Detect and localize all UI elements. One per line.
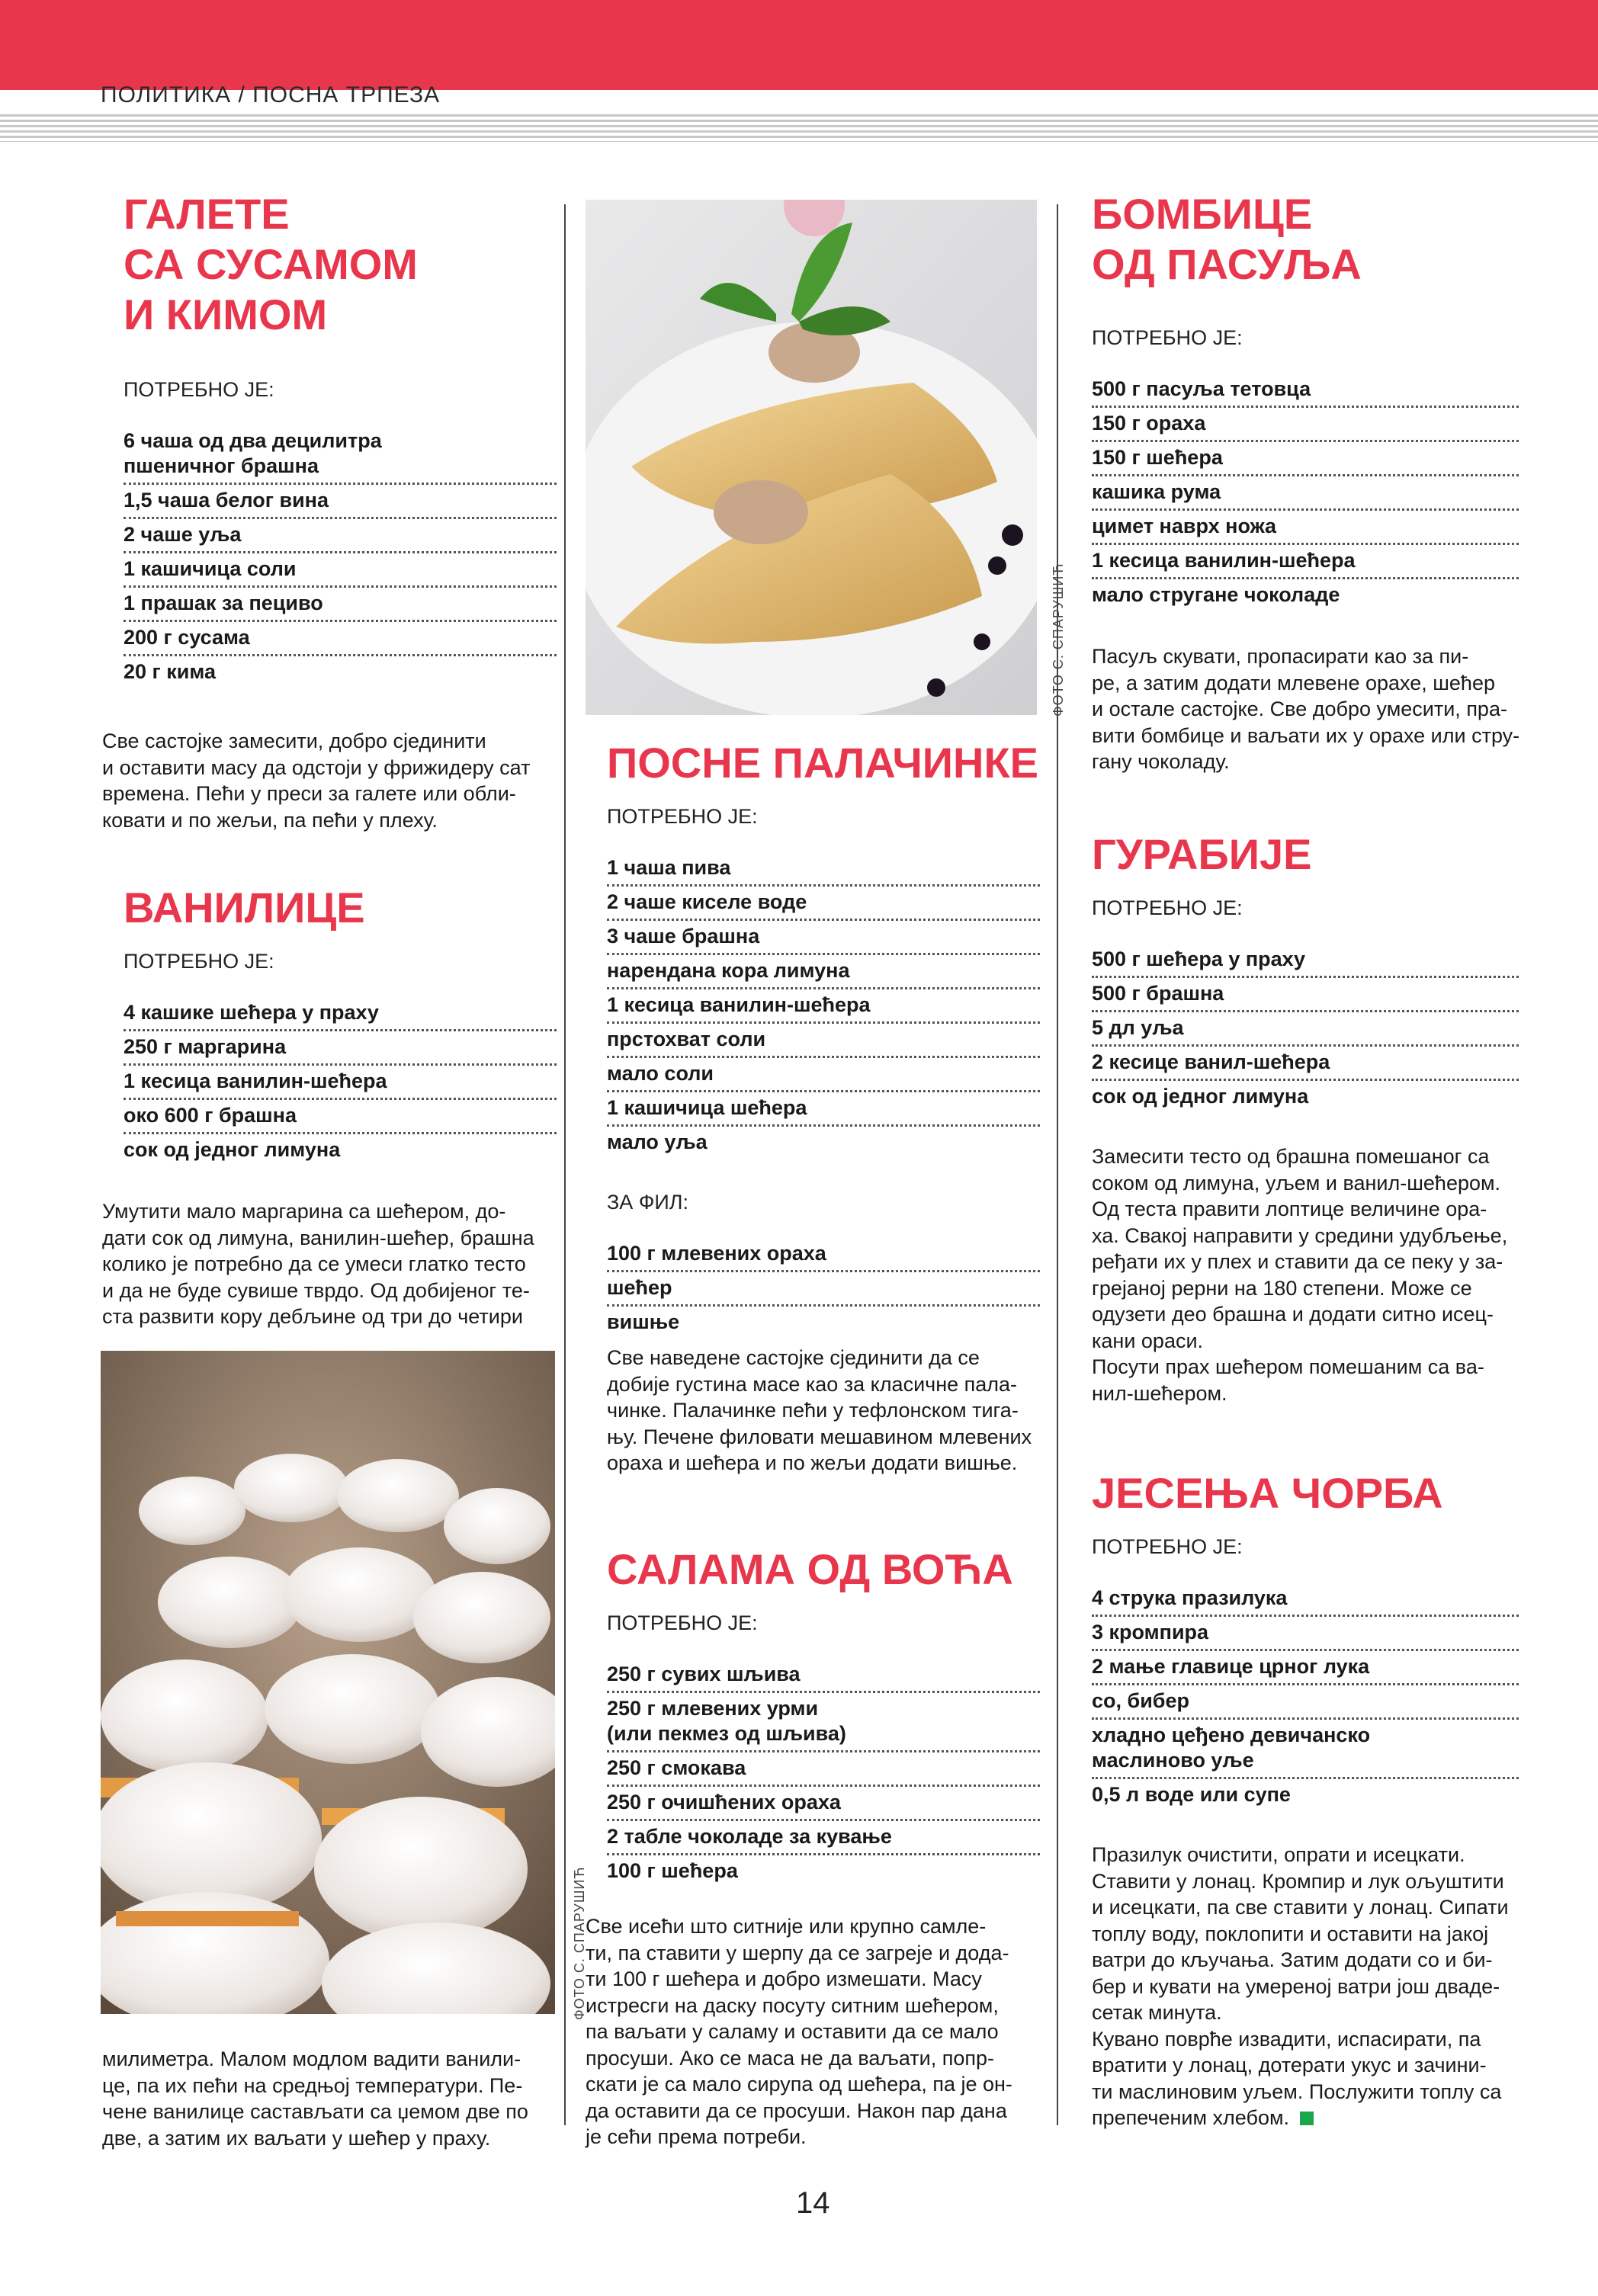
recipe-title: ГАЛЕТЕ СА СУСАМОМ И КИМОМ	[124, 190, 418, 338]
recipe-corba	[1092, 1468, 1519, 2131]
recipe-title: БОМБИЦЕ ОД ПАСУЉА	[1092, 190, 1362, 288]
ingredient-item: 1 кесица ванилин-шећера	[1092, 545, 1519, 579]
recipe-title: САЛАМА ОД ВОЋА	[607, 1545, 1013, 1593]
ingredient-item: 5 дл уља	[1092, 1012, 1519, 1047]
recipe-salama	[586, 1544, 1040, 2150]
vanilice-method-continued: милиметра. Малом модлом вадити ванили- це, па их пећи на средњој температури. Пе- чене ванилице састављати са џемом две по две, а затим их ваљати у шећер у праху.	[102, 2047, 528, 2150]
method-text: Све састојке замесити, добро сјединити и оставити масу да одстоји у фрижидеру сат времена. Пећи у преси за галете или обли- ковати и по жељи, па пећи у плеху.	[102, 730, 531, 832]
filling-label: ЗА ФИЛ:	[607, 1191, 688, 1214]
cookies-illustration	[101, 1351, 555, 2014]
ingredient-list	[1092, 374, 1519, 611]
ingredient-item: 1 прашак за пециво	[124, 588, 557, 622]
header-band	[0, 0, 1598, 90]
ingredient-list	[124, 997, 557, 1166]
ingredient-list	[607, 1659, 1040, 1887]
recipe-title: ПОСНЕ ПАЛАЧИНКЕ	[607, 739, 1039, 787]
ingredient-item: 20 г кима	[124, 660, 217, 683]
ingredient-item: 1 кашичица шећера	[607, 1092, 1040, 1127]
ingredient-list	[607, 852, 1040, 1159]
ingredient-item: 6 чаша од два децилитра пшеничног брашна	[124, 425, 557, 485]
ingredient-item: 100 г шећера	[607, 1859, 738, 1882]
ingredient-item: нарендана кора лимуна	[607, 955, 1040, 989]
ingredient-item: 2 кесице ванил-шећера	[1092, 1047, 1519, 1081]
column-rule-left	[564, 204, 566, 2125]
ingredient-item: мало стругане чоколаде	[1092, 583, 1340, 606]
ingredient-item: 0,5 л воде или супе	[1092, 1783, 1291, 1806]
ingredient-item: 250 г сувих шљива	[607, 1659, 1040, 1693]
crepes-illustration	[586, 200, 1037, 715]
recipe-title: ГУРАБИЈЕ	[1092, 830, 1312, 878]
recipe-vanilice	[102, 883, 557, 1330]
ingredient-item: 1 кесица ванилин-шећера	[124, 1066, 557, 1100]
vanilice-photo	[101, 1351, 555, 2014]
ingredient-item: 1 чаша пива	[607, 852, 1040, 887]
ingredient-item: 2 мање главице црног лука	[1092, 1651, 1519, 1685]
ingredient-item: 4 кашике шећера у праху	[124, 997, 557, 1031]
ingredient-item: мало соли	[607, 1058, 1040, 1092]
ingredient-item: хладно цеђено девичанско маслиново уље	[1092, 1720, 1519, 1779]
ingredient-list	[1092, 944, 1519, 1113]
ingredient-item: 2 табле чоколаде за кување	[607, 1821, 1040, 1855]
recipe-title: ВАНИЛИЦЕ	[124, 883, 365, 932]
ingredient-item: 1 кашичица соли	[124, 553, 557, 588]
header-stripes	[0, 114, 1598, 142]
ingredient-item: 200 г сусама	[124, 622, 557, 656]
ingredient-item: 2 чаше уља	[124, 519, 557, 553]
ingredient-item: 500 г пасуља тетовца	[1092, 374, 1519, 408]
section-label: ПОЛИТИКА / ПОСНА ТРПЕЗА	[101, 82, 441, 107]
recipe-palacinke	[607, 738, 1040, 1477]
ingredient-list	[124, 425, 557, 688]
ingredient-item: шећер	[607, 1272, 1040, 1307]
ingredient-item: 2 чаше киселе воде	[607, 887, 1040, 921]
ingredient-item: 150 г шећера	[1092, 442, 1519, 476]
ingredient-list	[1092, 1583, 1519, 1811]
ingredient-item: цимет наврх ножа	[1092, 511, 1519, 545]
ingredient-item: 250 г маргарина	[124, 1031, 557, 1066]
ingredient-item: 4 струка празилука	[1092, 1583, 1519, 1617]
ingredient-item: 1 кесица ванилин-шећера	[607, 989, 1040, 1024]
method-text: Све исећи што ситније или крупно самле- ти, па ставити у шерпу да се загреје и дода- ти 100 г шећера и добро измешати. Масу истресги на даску посуту ситним шећером, па ваљати у саламу и оставити да се мало просуши. Ако се маса не да ваљати, попр- скати је са мало сирупа од шећера, па је он- да оставити да се просуши. Након пар дана је сећи према потреби.	[586, 1915, 1012, 2148]
ingredient-item: прстохват соли	[607, 1024, 1040, 1058]
ingredient-item: 1,5 чаша белог вина	[124, 485, 557, 519]
ingredient-item: сок од једног лимуна	[1092, 1085, 1309, 1108]
method-text: Замесити тесто од брашна помешаног са соком од лимуна, уљем и ванил-шећером. Од теста правити лоптице величине ора- ха. Свакој направити у средини удубљење, ређати их у плех и ставити да се пеку у за- грејаној рерни на 180 степени. Може се одузети део брашна и додати ситно исец- кани ораси. Посути прах шећером помешаним са ва- нил-шећером.	[1092, 1145, 1508, 1405]
ingredient-item: 500 г брашна	[1092, 978, 1519, 1012]
photo-credit-mid: ФОТО С. СПАРУШИЋ	[1051, 563, 1066, 717]
recipe-title: ЈЕСЕЊА ЧОРБА	[1092, 1469, 1443, 1517]
needs-label: ПОТРЕБНО ЈЕ:	[124, 378, 274, 401]
needs-label: ПОТРЕБНО ЈЕ:	[607, 1611, 758, 1634]
ingredient-item: 100 г млевених ораха	[607, 1238, 1040, 1272]
photo-credit-left: ФОТО С. СПАРУШИЋ	[572, 1866, 587, 2020]
filling-list	[607, 1238, 1040, 1339]
method-text: Пасуљ скувати, пропасирати као за пи- ре, а затим додати млевене орахе, шећер и остале састојке. Све добро умесити, пра- вити бомбице и ваљати их у орахе или стру- гану чоколаду.	[1092, 645, 1520, 773]
ingredient-item: 250 г смокава	[607, 1752, 1040, 1787]
column-rule-right	[1057, 204, 1058, 2125]
ingredient-item: 3 кромпира	[1092, 1617, 1519, 1651]
needs-label: ПОТРЕБНО ЈЕ:	[607, 805, 758, 828]
ingredient-item: вишње	[607, 1310, 680, 1333]
page-number: 14	[796, 2186, 830, 2220]
needs-label: ПОТРЕБНО ЈЕ:	[1092, 896, 1243, 919]
ingredient-item: 250 г очишћених ораха	[607, 1787, 1040, 1821]
recipe-galete	[102, 189, 557, 833]
method-text: Умутити мало маргарина са шећером, до- дати сок од лимуна, ванилин-шећер, брашна колико је потребно да се умеси глатко тесто и да не буде сувише тврдо. Од добијеног те- ста развити кору дебљине од три до четири	[102, 1200, 534, 1328]
ingredient-item: око 600 г брашна	[124, 1100, 557, 1134]
ingredient-item: сок од једног лимуна	[124, 1138, 341, 1161]
ingredient-item: кашика рума	[1092, 476, 1519, 511]
ingredient-item: со, бибер	[1092, 1685, 1519, 1720]
needs-label: ПОТРЕБНО ЈЕ:	[1092, 326, 1243, 349]
method-text: Све наведене састојке сјединити да се добије густина масе као за класичне пала- чинке. Палачинке пећи у тефлонском тига- њу. Печене филовати мешавином млевених ораха и шећера и по жељи додати вишње.	[607, 1346, 1032, 1474]
ingredient-item: 3 чаше брашна	[607, 921, 1040, 955]
needs-label: ПОТРЕБНО ЈЕ:	[1092, 1535, 1243, 1558]
ingredient-item: 150 г ораха	[1092, 408, 1519, 442]
needs-label: ПОТРЕБНО ЈЕ:	[124, 950, 274, 973]
end-mark-icon	[1300, 2112, 1314, 2125]
method-text: Празилук очистити, опрати и исецкати. Ставити у лонац. Кромпир и лук ољуштити и исецкати, па све ставити у лонац. Сипати топлу воду, поклопити и оставити на јакој ватри до кључања. Затим додати со и би- бер и кувати на умереној ватри још дваде- сетак минута. Кувано поврће извадити, испасирати, па вратити у лонац, дотерати укус и зачини- ти маслиновим уљем. Послужити топлу са препеченим хлебом.	[1092, 1843, 1509, 2129]
ingredient-item: 500 г шећера у праху	[1092, 944, 1519, 978]
ingredient-item: 250 г млевених урми (или пекмез од шљива)	[607, 1693, 1040, 1752]
recipe-bombice	[1092, 189, 1519, 775]
palacinke-photo	[586, 200, 1037, 715]
ingredient-item: мало уља	[607, 1130, 708, 1153]
recipe-gurabije	[1092, 829, 1519, 1406]
